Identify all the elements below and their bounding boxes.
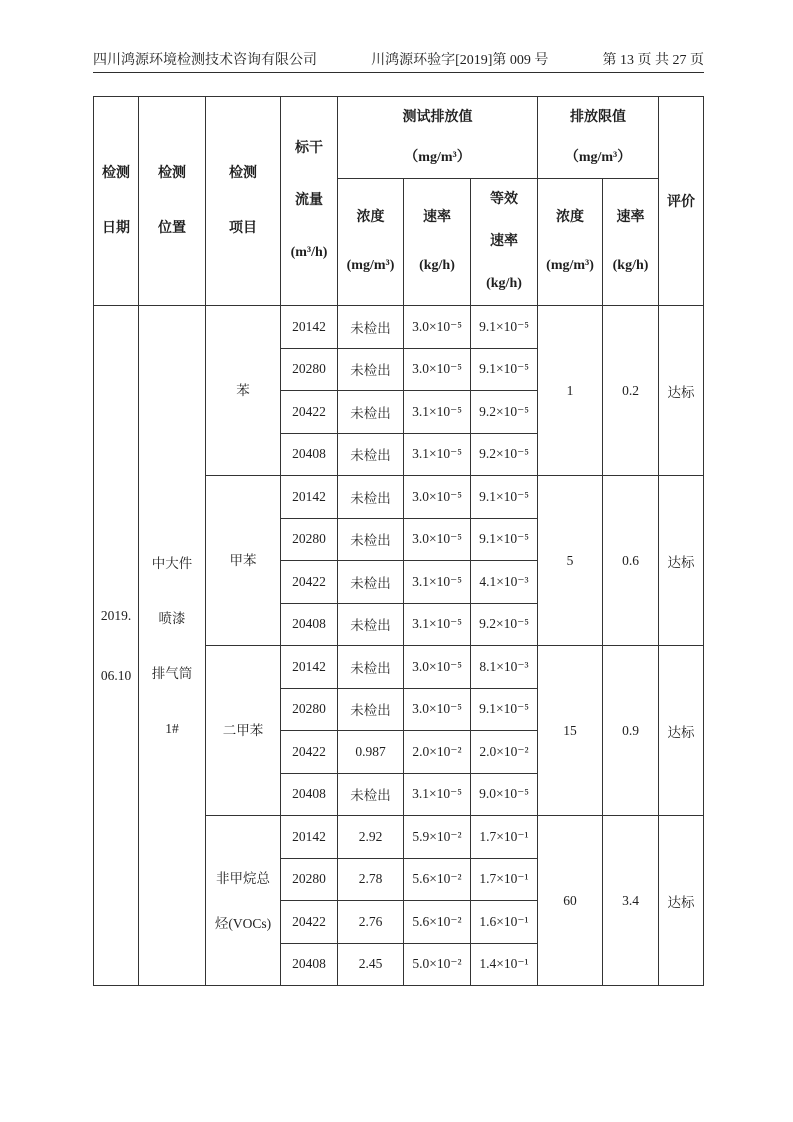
cell-test-rate: 3.1×10⁻⁵ [404,773,471,816]
cell-test-equiv: 2.0×10⁻² [471,731,538,774]
header-line: 等效 [490,192,519,207]
cell-test-rate: 3.1×10⁻⁵ [404,433,471,476]
header-cell-test-conc [338,179,404,306]
header-line: （mg/m³） [564,149,632,165]
cell-test-rate: 2.0×10⁻² [404,731,471,774]
header-cell-item [206,97,281,306]
header-line: (mg/m³) [546,258,594,273]
cell-flow: 20408 [281,773,338,816]
emission-results-table [93,96,704,986]
header-line: 浓度 [556,210,585,225]
cell-test-rate: 3.0×10⁻⁵ [404,476,471,519]
cell-flow: 20142 [281,646,338,689]
header-line: (mg/m³) [346,258,395,273]
cell-flow: 20422 [281,391,338,434]
cell-test-equiv: 9.2×10⁻⁵ [471,391,538,434]
header-cell-test-rate [404,179,471,306]
cell-test-conc: 未检出 [338,646,404,689]
cell-flow: 20142 [281,816,338,859]
location-line: 1# [165,720,179,736]
header-line: 浓度 [356,210,385,225]
cell-flow: 20280 [281,688,338,731]
cell-test-conc: 未检出 [338,518,404,561]
cell-test-rate: 3.1×10⁻⁵ [404,561,471,604]
cell-flow: 20142 [281,476,338,519]
header-cell-limit-rate [603,179,659,306]
cell-flow: 20280 [281,858,338,901]
cell-test-conc: 未检出 [338,688,404,731]
header-cell-test-equiv-rate [471,179,538,306]
header-cell-flow [281,97,338,306]
cell-test-equiv: 9.2×10⁻⁵ [471,433,538,476]
cell-test-equiv: 1.7×10⁻¹ [471,858,538,901]
header-cell-date [94,97,139,306]
cell-flow: 20408 [281,943,338,986]
cell-item [206,646,281,816]
header-line: 流量 [295,193,323,208]
cell-test-conc: 2.45 [338,943,404,986]
cell-test-rate: 5.9×10⁻² [404,816,471,859]
header-line: 项目 [229,221,257,236]
header-line: 速率 [616,210,645,225]
table-row [94,306,704,349]
cell-flow: 20280 [281,348,338,391]
cell-test-equiv: 9.0×10⁻⁵ [471,773,538,816]
page-number: 第 13 页 共 27 页 [602,53,704,68]
header-row-groups [94,97,704,179]
header-line: 标干 [295,141,323,156]
cell-flow: 20422 [281,901,338,944]
cell-test-rate: 3.0×10⁻⁵ [404,688,471,731]
location-line: 喷漆 [158,610,186,626]
header-line: 速率 [423,210,451,225]
cell-test-conc: 2.76 [338,901,404,944]
header-line: 检测 [158,166,186,181]
cell-test-conc: 未检出 [338,433,404,476]
cell-test-equiv: 9.1×10⁻⁵ [471,306,538,349]
cell-test-equiv: 9.1×10⁻⁵ [471,348,538,391]
cell-test-rate: 3.1×10⁻⁵ [404,603,471,646]
item-line: 烃(VOCs) [214,915,272,931]
cell-flow: 20408 [281,433,338,476]
header-cell-limit-conc [538,179,603,306]
header-line: 测试排放值 [402,109,473,125]
cell-test-conc: 未检出 [338,561,404,604]
cell-evaluation: 达标 [659,816,704,986]
header-line: 速率 [490,234,519,249]
header-cell-location [139,97,206,306]
cell-test-rate: 3.0×10⁻⁵ [404,646,471,689]
item-line: 非甲烷总 [216,870,270,886]
cell-limit-conc: 5 [538,476,603,646]
cell-test-conc: 未检出 [338,348,404,391]
location-line: 中大件 [151,555,193,571]
header-group-test-values [338,97,538,179]
cell-item [206,476,281,646]
cell-test-conc: 未检出 [338,603,404,646]
cell-evaluation: 达标 [659,476,704,646]
cell-flow: 20422 [281,561,338,604]
header-line: 检测 [229,166,257,181]
header-group-limit-values [538,97,659,179]
cell-flow: 20422 [281,731,338,774]
cell-test-rate: 3.0×10⁻⁵ [404,348,471,391]
cell-limit-rate: 0.9 [603,646,659,816]
cell-test-rate: 3.1×10⁻⁵ [404,391,471,434]
cell-test-equiv: 1.4×10⁻¹ [471,943,538,986]
cell-test-rate: 3.0×10⁻⁵ [404,306,471,349]
header-line: (kg/h) [419,258,455,273]
cell-flow: 20142 [281,306,338,349]
header-line: （mg/m³） [404,149,471,165]
location-line: 排气筒 [151,665,193,681]
cell-limit-rate: 3.4 [603,816,659,986]
cell-test-equiv: 9.1×10⁻⁵ [471,518,538,561]
item-line: 二甲苯 [222,723,264,738]
item-line: 苯 [236,383,250,398]
cell-limit-rate: 0.2 [603,306,659,476]
cell-test-rate: 5.0×10⁻² [404,943,471,986]
header-line: 排放限值 [570,109,627,125]
cell-test-conc: 未检出 [338,391,404,434]
header-line: 日期 [102,221,130,236]
cell-flow: 20408 [281,603,338,646]
cell-test-conc: 2.92 [338,816,404,859]
cell-flow: 20280 [281,518,338,561]
item-line: 甲苯 [229,553,257,568]
cell-test-equiv: 9.2×10⁻⁵ [471,603,538,646]
cell-limit-conc: 15 [538,646,603,816]
cell-evaluation: 达标 [659,646,704,816]
header-line: (m³/h) [290,245,328,260]
cell-test-conc: 0.987 [338,731,404,774]
cell-test-conc: 2.78 [338,858,404,901]
cell-evaluation: 达标 [659,306,704,476]
header-line: 位置 [158,221,186,236]
cell-limit-conc: 60 [538,816,603,986]
cell-test-conc: 未检出 [338,306,404,349]
date-line: 2019. [100,607,132,623]
cell-limit-conc: 1 [538,306,603,476]
cell-test-rate: 5.6×10⁻² [404,901,471,944]
cell-test-equiv: 4.1×10⁻³ [471,561,538,604]
cell-item [206,306,281,476]
cell-test-conc: 未检出 [338,476,404,519]
cell-test-equiv: 8.1×10⁻³ [471,646,538,689]
header-line: (kg/h) [486,276,522,291]
header-cell-evaluation: 评价 [659,97,704,306]
cell-test-equiv: 1.6×10⁻¹ [471,901,538,944]
cell-item [206,816,281,986]
cell-date [94,306,139,986]
cell-limit-rate: 0.6 [603,476,659,646]
company-name: 四川鸿源环境检测技术咨询有限公司 [93,53,317,68]
cell-test-equiv: 9.1×10⁻⁵ [471,476,538,519]
header-line: 检测 [102,166,130,181]
cell-test-conc: 未检出 [338,773,404,816]
cell-test-equiv: 9.1×10⁻⁵ [471,688,538,731]
doc-number: 川鸿源环验字[2019]第 009 号 [371,53,549,68]
cell-location [139,306,206,986]
cell-test-rate: 3.0×10⁻⁵ [404,518,471,561]
cell-test-rate: 5.6×10⁻² [404,858,471,901]
date-line: 06.10 [100,667,132,683]
header-line: (kg/h) [612,258,649,273]
cell-test-equiv: 1.7×10⁻¹ [471,816,538,859]
page-header [93,46,704,73]
